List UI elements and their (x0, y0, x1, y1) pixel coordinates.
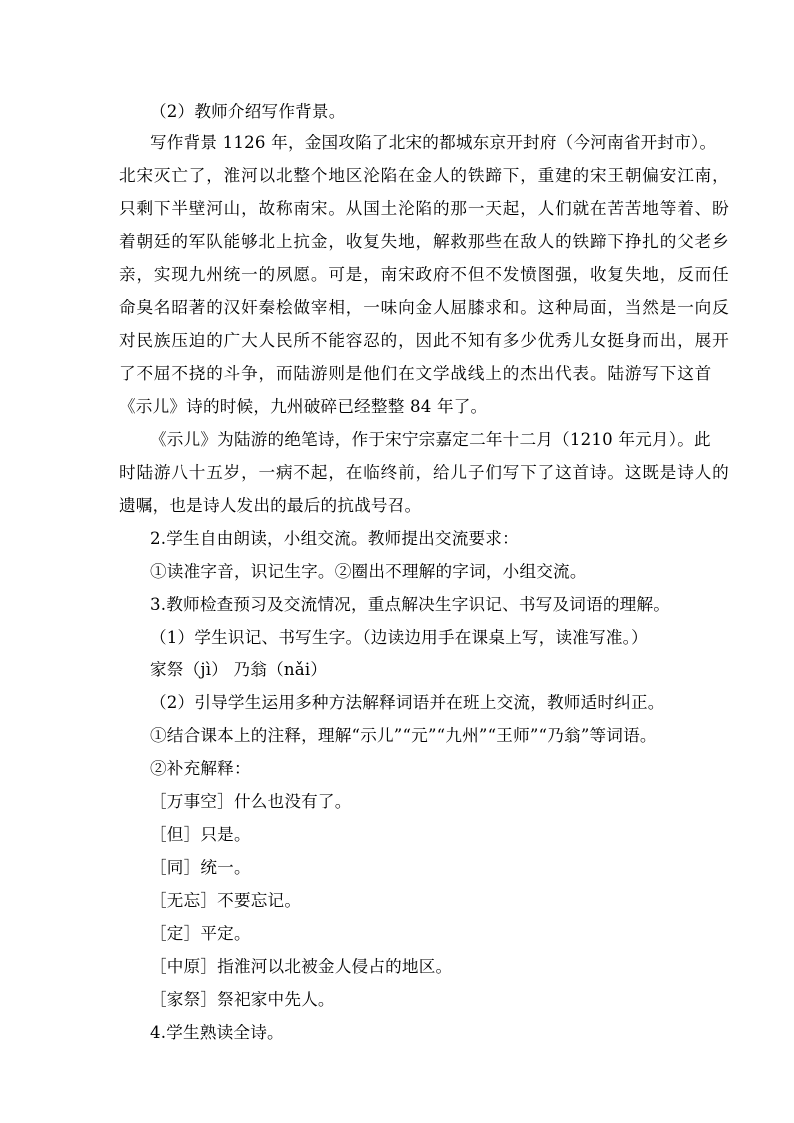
text-line: 《示儿》为陆游的绝笔诗，作于宋宁宗嘉定二年十二月（1210 年元月）。此 (150, 430, 711, 449)
text-line: 对民族压迫的广大人民所不能容忍的，因此不知有多少优秀儿女挺身而出，展开 (119, 331, 730, 350)
text-line: 了不屈不挠的斗争，而陆游则是他们在文学战线上的杰出代表。陆游写下这首 (119, 364, 713, 383)
text-line: 《示儿》诗的时候，九州破碎已经整整 84 年了。 (119, 397, 488, 416)
text-line: ［万事空］什么也没有了。 (150, 792, 352, 811)
text-line: 写作背景 1126 年，金国攻陷了北宋的都城东京开封府（今河南省开封市）。 (150, 133, 717, 152)
text-line: 4.学生熟读全诗。 (150, 1023, 284, 1042)
text-line: 2.学生自由朗读，小组交流。教师提出交流要求： (150, 529, 519, 548)
text-line: 只剩下半壁河山，故称南宋。从国土沦陷的那一天起，人们就在苦苦地等着、盼 (119, 199, 730, 218)
text-line: 北宋灭亡了，淮河以北整个地区沦陷在金人的铁蹄下，重建的宋王朝偏安江南， (119, 166, 730, 185)
text-line: 家祭（jì） 乃翁（nǎi） (150, 660, 328, 679)
text-line: ［家祭］祭祀家中先人。 (150, 990, 335, 1009)
text-line: （2）教师介绍写作背景。 (150, 102, 346, 121)
text-line: ［定］平定。 (150, 924, 251, 943)
text-line: ①结合课本上的注释，理解“示儿”“元”“九州”“王师”“乃翁”等词语。 (150, 726, 657, 745)
text-line: 3.教师检查预习及交流情况，重点解决生字识记、书写及词语的理解。 (150, 595, 671, 614)
text-line: ［中原］指淮河以北被金人侵占的地区。 (150, 957, 453, 976)
text-line: 着朝廷的军队能够北上抗金，收复失地，解救那些在敌人的铁蹄下挣扎的父老乡 (119, 232, 730, 251)
text-line: （1）学生识记、书写生字。（边读边用手在课桌上写，读准写准。） (150, 628, 648, 647)
text-line: 亲，实现九州统一的夙愿。可是，南宋政府不但不发愤图强，收复失地，反而任 (119, 265, 730, 284)
text-line: ［但］只是。 (150, 825, 251, 844)
text-line: 命臭名昭著的汉奸秦桧做宰相，一味向金人屈膝求和。这种局面，当然是一向反 (119, 298, 730, 317)
text-line: （2）引导学生运用多种方法解释词语并在班上交流，教师适时纠正。 (150, 693, 665, 712)
text-line: ［无忘］不要忘记。 (150, 891, 302, 910)
text-line: ［同］统一。 (150, 858, 251, 877)
text-line: ②补充解释： (150, 759, 251, 778)
text-line: 遗嘱，也是诗人发出的最后的抗战号召。 (119, 496, 422, 515)
text-line: ①读准字音，识记生字。②圈出不理解的字词，小组交流。 (150, 562, 587, 581)
text-line: 时陆游八十五岁，一病不起，在临终前，给儿子们写下了这首诗。这既是诗人的 (119, 463, 730, 482)
